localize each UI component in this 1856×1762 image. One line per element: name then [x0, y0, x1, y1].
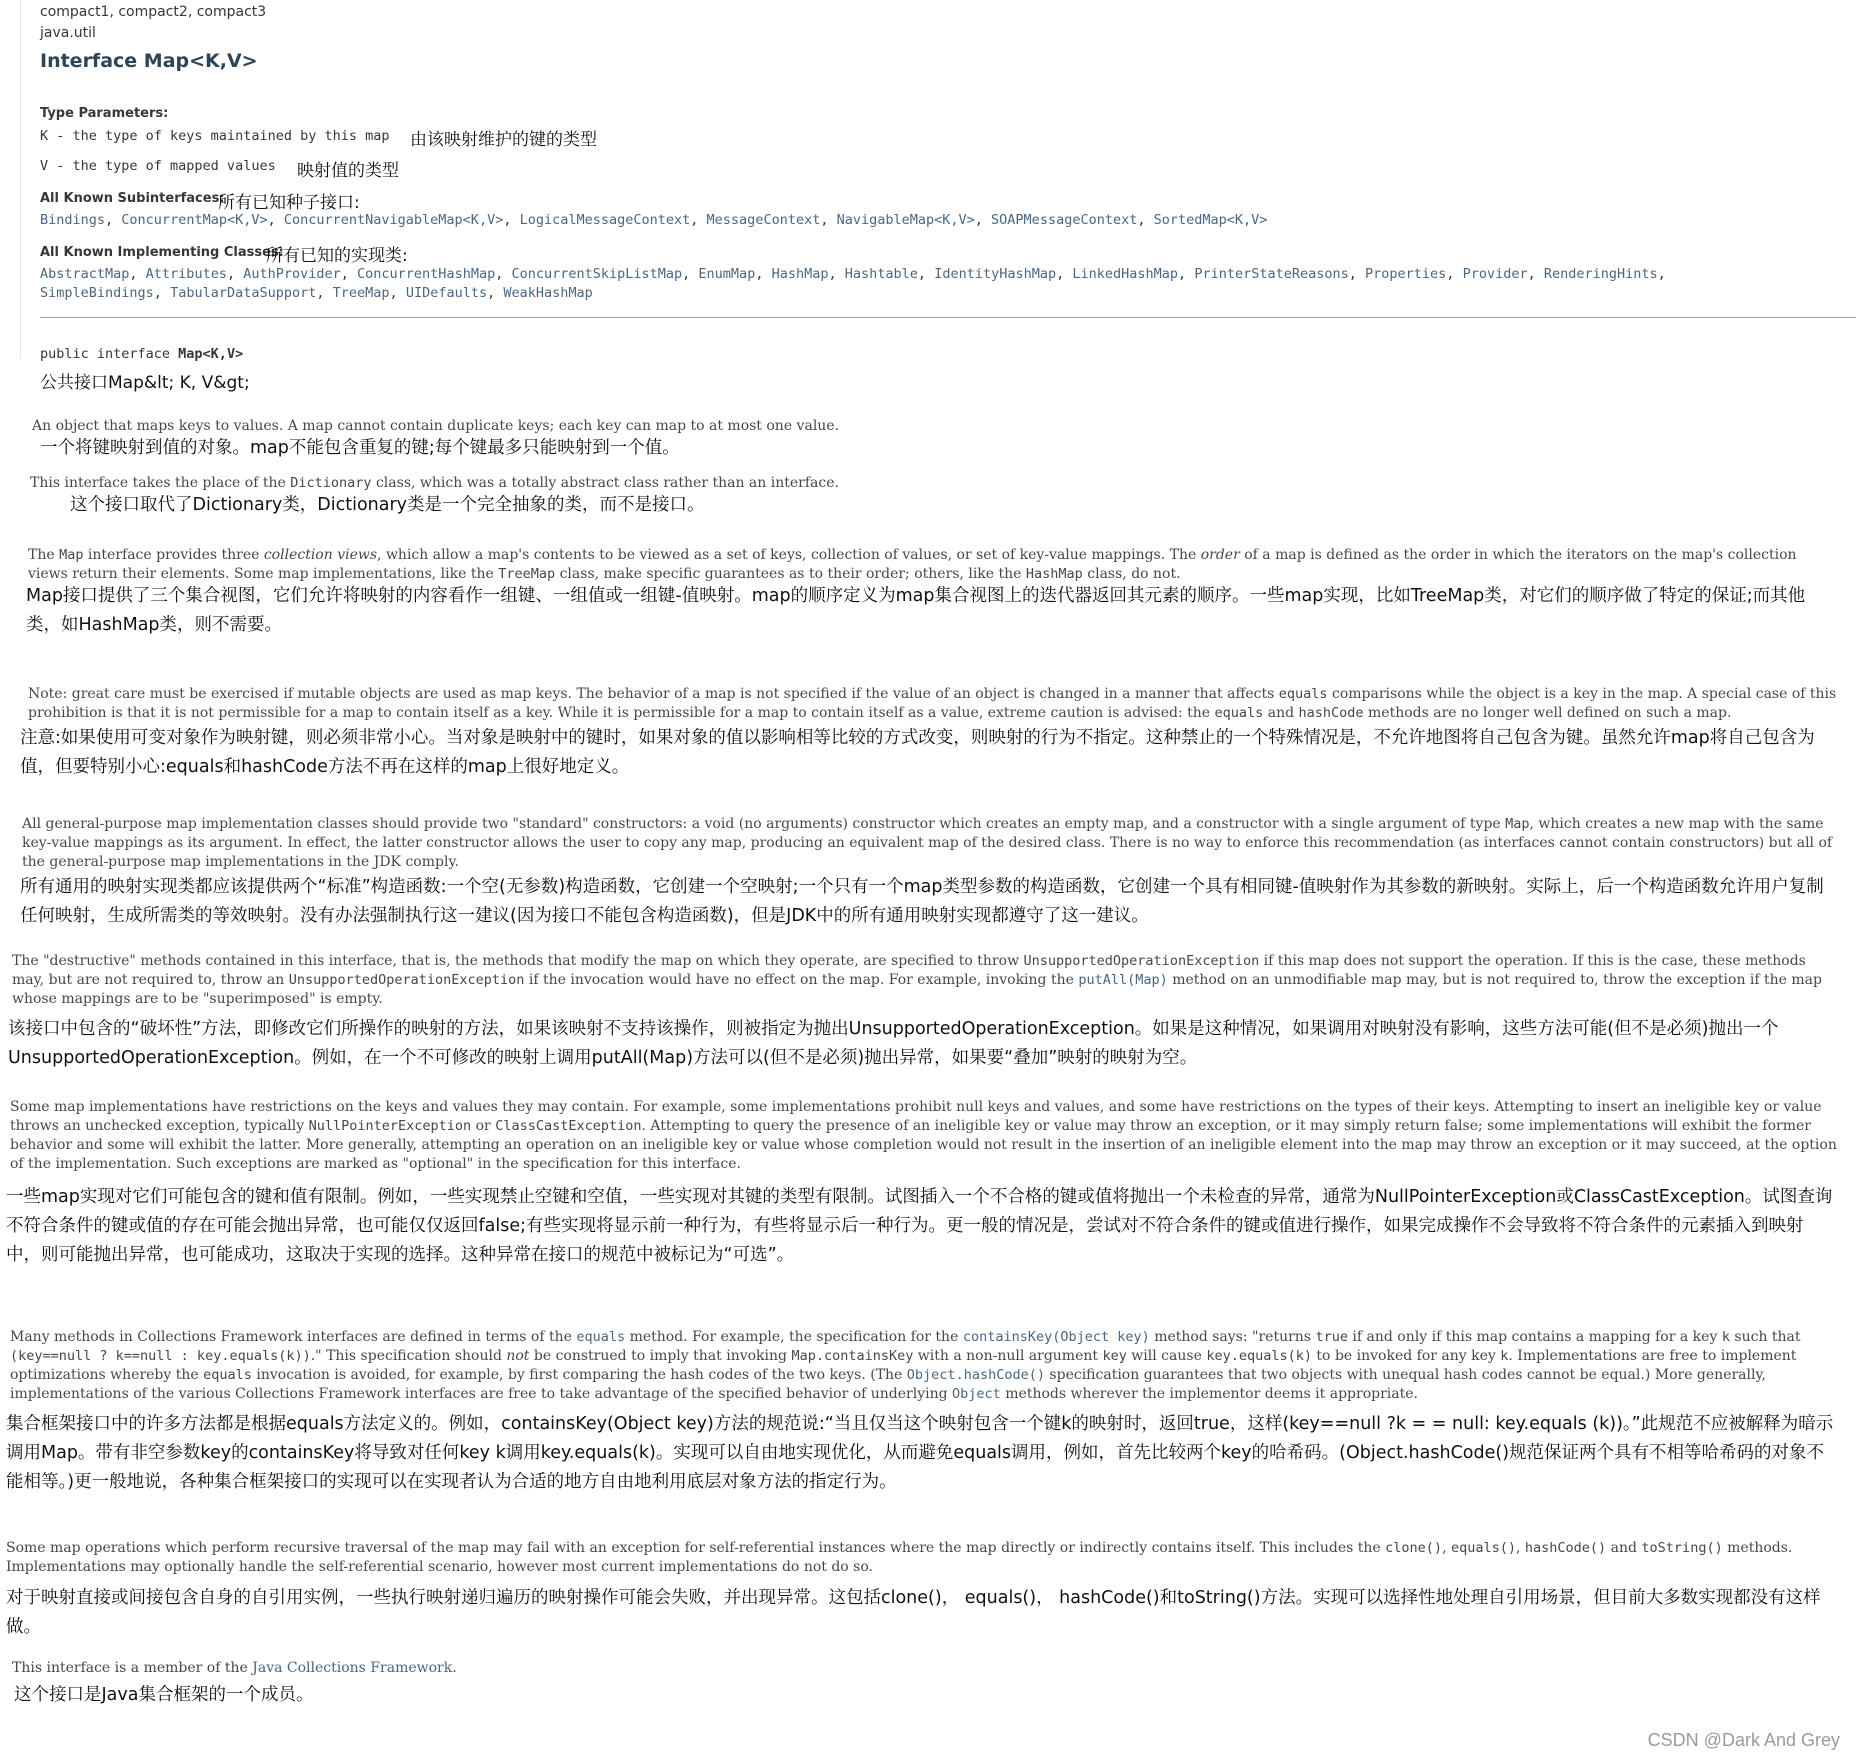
subinterface-link[interactable]: SortedMap<K,V>	[1153, 212, 1268, 228]
text: and	[1263, 705, 1299, 721]
implementing-link[interactable]: AuthProvider	[243, 266, 341, 282]
text: The	[28, 547, 60, 563]
text: ." This specification should	[310, 1348, 507, 1364]
code: hashCode()	[1524, 1540, 1607, 1556]
text: or	[471, 1118, 496, 1134]
putall-link[interactable]: putAll(Map)	[1078, 972, 1168, 988]
type-param-v: V - the type of mapped values	[40, 158, 276, 174]
paragraph-1-zh: 一个将键映射到值的对象。map不能包含重复的键;每个键最多只能映射到一个值。	[40, 438, 680, 458]
paragraph-3-en	[28, 546, 1840, 584]
text: with a non-null argument	[913, 1348, 1103, 1364]
type-param-k: K - the type of keys maintained by this map	[40, 128, 390, 144]
text: will cause	[1126, 1348, 1207, 1364]
subinterface-link[interactable]: LogicalMessageContext	[519, 212, 691, 228]
paragraph-6-en	[12, 952, 1842, 1009]
text: This interface is a member of the	[12, 1660, 253, 1676]
text: Some map implementations have restrictions on the keys and values they may contain. For example, some implementations prohibit null keys and values, and some have restrictions on the types of their keys. Attempting to insert an ineligible key or value throws an unchecked exception, typically	[10, 1099, 1822, 1134]
text: interface provides three	[83, 547, 264, 563]
implementing-list-line2: SimpleBindings, TabularDataSupport, TreeMap, UIDefaults, WeakHashMap	[40, 285, 593, 301]
text: Note: great care must be exercised if mutable objects are used as map keys. The behavior of a map is not specified if the value of an object is changed in a manner that affects	[28, 686, 1279, 702]
paragraph-5-zh: 所有通用的映射实现类都应该提供两个“标准”构造函数:一个空(无参数)构造函数，它创建一个空映射;一个只有一个map类型参数的构造函数，它创建一个具有相同键-值映射作为其参数的新映射。实际上，后一个构造函数允许用户复制任何映射，生成所需类的等效映射。没有办法强制执行这一建议(因为接口不能包含构造函数)，但是JDK中的所有通用映射实现都遵守了这一建议。	[20, 877, 1824, 926]
code: key	[1102, 1348, 1127, 1364]
declaration-name: Map<K,V>	[178, 346, 244, 362]
code: UnsupportedOperationException	[1023, 953, 1260, 969]
declaration-zh: 公共接口Map&lt; K, V&gt;	[40, 373, 250, 393]
subinterfaces-label-zh: 所有已知种子接口:	[218, 193, 360, 213]
text: ,	[1516, 1540, 1525, 1556]
implementing-link[interactable]: ConcurrentSkipListMap	[511, 266, 683, 282]
subinterfaces-label: All Known Subinterfaces:	[40, 191, 225, 206]
text: class, do not.	[1082, 566, 1181, 582]
paragraph-3-zh: Map接口提供了三个集合视图，它们允许将映射的内容看作一组键、一组值或一组键-值映射。map的顺序定义为map集合视图上的迭代器返回其元素的顺序。一些map实现，比如TreeMap类，对它们的顺序做了特定的保证;而其他类，如HashMap类，则不需要。	[26, 586, 1806, 635]
paragraph-8-zh: 集合框架接口中的许多方法都是根据equals方法定义的。例如，containsKey(Object key)方法的规范说:“当且仅当这个映射包含一个键k的映射时，返回true，这样(key==null ?k = = null: key.equals (k))。”此规范不应被解释为暗示调用Map。带有非空参数key的containsKey将导致对任何key k调用key.equals(k)。实现可以自由地实现优化，从而避免equals调用，例如，首先比较两个key的哈希码。(Object.hashCode()规范保证两个具有不相等哈希码的对象不能相等。)更一般地说，各种集合框架接口的实现可以在实现者认为合适的地方自由地利用底层对象方法的指定行为。	[6, 1414, 1834, 1492]
paragraph-7-en	[10, 1098, 1842, 1174]
containskey-link[interactable]: containsKey(Object key)	[962, 1329, 1150, 1345]
code: NullPointerException	[308, 1118, 472, 1134]
subinterface-link[interactable]: NavigableMap<K,V>	[836, 212, 975, 228]
paragraph-6-zh: 该接口中包含的“破坏性”方法，即修改它们所操作的映射的方法，如果该映射不支持该操作，则被指定为抛出UnsupportedOperationException。如果是这种情况，如果调用对映射没有影响，这些方法可能(但不是必须)抛出一个UnsupportedOperationException。例如，在一个不可修改的映射上调用putAll(Map)方法可以(但不是必须)抛出异常，如果要“叠加”映射的映射为空。	[8, 1019, 1779, 1068]
paragraph-9-en	[6, 1539, 1842, 1577]
equals-link[interactable]: equals	[576, 1329, 626, 1345]
profiles-label: compact1, compact2, compact3	[40, 4, 267, 20]
paragraph-5-en	[22, 815, 1840, 872]
code: equals	[1214, 705, 1264, 721]
paragraph-1-en: An object that maps keys to values. A map cannot contain duplicate keys; each key can map to at most one value.	[32, 418, 840, 434]
divider	[40, 317, 1856, 318]
implementing-link[interactable]: Attributes	[145, 266, 227, 282]
implementing-link[interactable]: HashMap	[771, 266, 829, 282]
subinterfaces-list: Bindings, ConcurrentMap<K,V>, ConcurrentNavigableMap<K,V>, LogicalMessageContext, MessageContext, NavigableMap<K,V>, SOAPMessageContext, SortedMap<K,V>	[40, 212, 1268, 228]
code: equals	[203, 1367, 252, 1383]
code: hashCode	[1298, 705, 1364, 721]
text: class, which was a totally abstract class rather than an interface.	[371, 475, 839, 491]
implementing-link[interactable]: TabularDataSupport	[170, 285, 317, 301]
code: clone()	[1385, 1540, 1443, 1556]
subinterface-link[interactable]: ConcurrentMap<K,V>	[121, 212, 268, 228]
code: ClassCastException	[495, 1118, 642, 1134]
text: , which creates a new map with the same key-value mappings as its argument. In effect, the latter constructor allows the user to copy any map, producing an equivalent map of the desired class. There is no way to enforce this recommendation (as interfaces cannot contain constructors) but all of the general-purpose map implementations in the JDK comply.	[22, 816, 1833, 870]
text: invocation is avoided, for example, by first comparing the hash codes of the two keys. (The	[251, 1367, 907, 1383]
code: toString()	[1641, 1540, 1723, 1556]
emphasis: order	[1200, 547, 1240, 563]
code: TreeMap	[498, 566, 556, 582]
text: All general-purpose map implementation classes should provide two "standard" constructors: a void (no arguments) constructor which creates an empty map, and a constructor with a single argument of type	[22, 816, 1506, 832]
code: Map	[59, 547, 84, 563]
type-param-k-zh: 由该映射维护的键的类型	[410, 130, 597, 150]
paragraph-10-zh: 这个接口是Java集合框架的一个成员。	[14, 1685, 314, 1705]
text: method. For example, the specification for the	[625, 1329, 963, 1345]
object-hashcode-link[interactable]: Object.hashCode()	[906, 1367, 1045, 1383]
paragraph-4-en	[28, 685, 1840, 723]
text: if the invocation would have no effect on the map. For example, invoking the	[524, 972, 1079, 988]
implementing-label: All Known Implementing Classes:	[40, 245, 284, 260]
implementing-link[interactable]: RenderingHints	[1543, 266, 1658, 282]
paragraph-10-en	[12, 1659, 1812, 1678]
text: to be invoked for any key	[1311, 1348, 1501, 1364]
text: such that	[1729, 1329, 1801, 1345]
text: if and only if this map contains a mapping for a key	[1347, 1329, 1722, 1345]
implementing-link[interactable]: IdentityHashMap	[934, 266, 1057, 282]
text: specification guarantees that two objects with unequal hash codes cannot be equal.) More generally, implementations of the various Collections Framework interfaces are free to take advantage of the specified behavior of underlying	[10, 1367, 1766, 1402]
text: class, make specific guarantees as to their order; others, like the	[555, 566, 1026, 582]
implementing-link[interactable]: EnumMap	[698, 266, 756, 282]
code: HashMap	[1025, 566, 1083, 582]
subinterface-link[interactable]: MessageContext	[706, 212, 821, 228]
code: Map	[1505, 816, 1530, 832]
implementing-link[interactable]: SimpleBindings	[40, 285, 154, 301]
object-link[interactable]: Object	[952, 1386, 1001, 1402]
text: Some map operations which perform recursive traversal of the map may fail with an exception for self-referential instances where the map directly or indirectly contains itself. This includes the	[6, 1540, 1386, 1556]
implementing-list-line1: AbstractMap, Attributes, AuthProvider, ConcurrentHashMap, ConcurrentSkipListMap, EnumMap, HashMap, Hashtable, IdentityHashMap, LinkedHashMap, PrinterStateReasons, Properties, Provider, RenderingHints,	[40, 266, 1666, 282]
code: Map.containsKey	[791, 1348, 914, 1364]
implementing-link[interactable]: AbstractMap	[40, 266, 130, 282]
code: key.equals(k)	[1206, 1348, 1312, 1364]
implementing-link[interactable]: WeakHashMap	[503, 285, 593, 301]
text: This interface takes the place of the	[30, 475, 291, 491]
implementing-link[interactable]: ConcurrentHashMap	[357, 266, 496, 282]
implementing-link[interactable]: Properties	[1365, 266, 1447, 282]
subinterface-link[interactable]: SOAPMessageContext	[991, 212, 1138, 228]
implementing-link[interactable]: LinkedHashMap	[1072, 266, 1179, 282]
text: method on an unmodifiable map may, but is not required to, throw the exception if the map whose mappings are to be "superimposed" is empty.	[12, 972, 1822, 1007]
left-border-line	[20, 0, 21, 358]
text: if this map does not support the operation. If this is the case, these methods may, but are not required to, throw an	[12, 953, 1806, 988]
emphasis: collection views	[263, 547, 378, 563]
code: equals()	[1450, 1540, 1516, 1556]
implementing-label-zh: 所有已知的实现类:	[266, 246, 408, 266]
declaration	[40, 346, 243, 362]
text: and	[1606, 1540, 1642, 1556]
code: k	[1500, 1348, 1509, 1364]
code: true	[1315, 1329, 1348, 1345]
text: The "destructive" methods contained in this interface, that is, the methods that modify the map on which they operate, are specified to throw	[12, 953, 1024, 969]
code: Dictionary	[290, 475, 372, 491]
code: (key==null ? k==null : key.equals(k))	[10, 1348, 311, 1364]
implementing-link[interactable]: UIDefaults	[405, 285, 488, 301]
text: of a map is defined as the order in which the iterators on the map's collection views return their elements. Some map implementations, like the	[28, 547, 1797, 582]
subinterface-link[interactable]: ConcurrentNavigableMap<K,V>	[283, 212, 504, 228]
text: method says: "returns	[1149, 1329, 1316, 1345]
page-title: Interface Map<K,V>	[40, 50, 258, 72]
implementing-link[interactable]: Provider	[1462, 266, 1528, 282]
implementing-link[interactable]: TreeMap	[332, 285, 390, 301]
implementing-link[interactable]: Hashtable	[844, 266, 918, 282]
text: . Attempting to query the presence of an ineligible key or value may throw an exception, or it may simply return false; some implementations will exhibit the former behavior and some will exhibit the latter. More generally, attempting an operation on an ineligible key or value whose completion would not result in the insertion of an ineligible element into the map may throw an exception or it may succeed, at the option of the implementation. Such exceptions are marked as "optional" in the specification for this interface.	[10, 1118, 1837, 1172]
paragraph-7-zh: 一些map实现对它们可能包含的键和值有限制。例如，一些实现禁止空键和空值，一些实现对其键的类型有限制。试图插入一个不合格的键或值将抛出一个未检查的异常，通常为NullPointerException或ClassCastException。试图查询不符合条件的键或值的存在可能会抛出异常，也可能仅仅返回false;有些实现将显示前一种行为，有些将显示后一种行为。更一般的情况是，尝试对不符合条件的键或值进行操作，如果完成操作不会导致将不符合条件的元素插入到映射中，则可能抛出异常，也可能成功，这取决于实现的选择。这种异常在接口的规范中被标记为“可选”。	[6, 1187, 1833, 1265]
paragraph-2-zh: 这个接口取代了Dictionary类，Dictionary类是一个完全抽象的类，而不是接口。	[70, 495, 705, 515]
emphasis: not	[506, 1348, 530, 1364]
text: . Implementations are free to implement optimizations whereby the	[10, 1348, 1797, 1383]
text: methods are no longer well defined on such a map.	[1363, 705, 1732, 721]
code: equals	[1278, 686, 1328, 702]
text: .	[452, 1660, 457, 1676]
paragraph-9-zh: 对于映射直接或间接包含自身的自引用实例，一些执行映射递归遍历的映射操作可能会失败，并出现异常。这包括clone()， equals()， hashCode()和toString()方法。实现可以选择性地处理自引用场景，但目前大多数实现都没有这样做。	[6, 1588, 1821, 1637]
text: methods wherever the implementor deems it appropriate.	[1000, 1386, 1418, 1402]
text: methods. Implementations may optionally handle the self-referential scenario, however most current implementations do not do so.	[6, 1540, 1793, 1575]
declaration-prefix: public interface	[40, 346, 179, 362]
text: Many methods in Collections Framework interfaces are defined in terms of the	[10, 1329, 577, 1345]
type-params-label: Type Parameters:	[40, 106, 169, 121]
code: k	[1721, 1329, 1730, 1345]
package-label: java.util	[40, 25, 96, 41]
collections-framework-link[interactable]: Java Collections Framework	[252, 1660, 453, 1676]
watermark: CSDN @Dark And Grey	[1647, 1730, 1840, 1750]
code: UnsupportedOperationException	[288, 972, 525, 988]
type-param-v-zh: 映射值的类型	[297, 161, 399, 181]
paragraph-4-zh: 注意:如果使用可变对象作为映射键，则必须非常小心。当对象是映射中的键时，如果对象的值以影响相等比较的方式改变，则映射的行为不指定。这种禁止的一个特殊情况是，不允许地图将自己包含为键。虽然允许map将自己包含为值，但要特别小心:equals和hashCode方法不再在这样的map上很好地定义。	[20, 728, 1815, 777]
text: be construed to imply that invoking	[529, 1348, 792, 1364]
text: comparisons while the object is a key in the map. A special case of this prohibition is that it is not permissible for a map to contain itself as a key. While it is permissible for a map to contain itself as a value, extreme caution is advised: the	[28, 686, 1837, 721]
subinterface-link[interactable]: Bindings	[40, 212, 106, 228]
implementing-link[interactable]: PrinterStateReasons	[1194, 266, 1349, 282]
text: ,	[1442, 1540, 1451, 1556]
paragraph-8-en	[10, 1328, 1842, 1404]
text: , which allow a map's contents to be viewed as a set of keys, collection of values, or set of key-value mappings. The	[377, 547, 1201, 563]
